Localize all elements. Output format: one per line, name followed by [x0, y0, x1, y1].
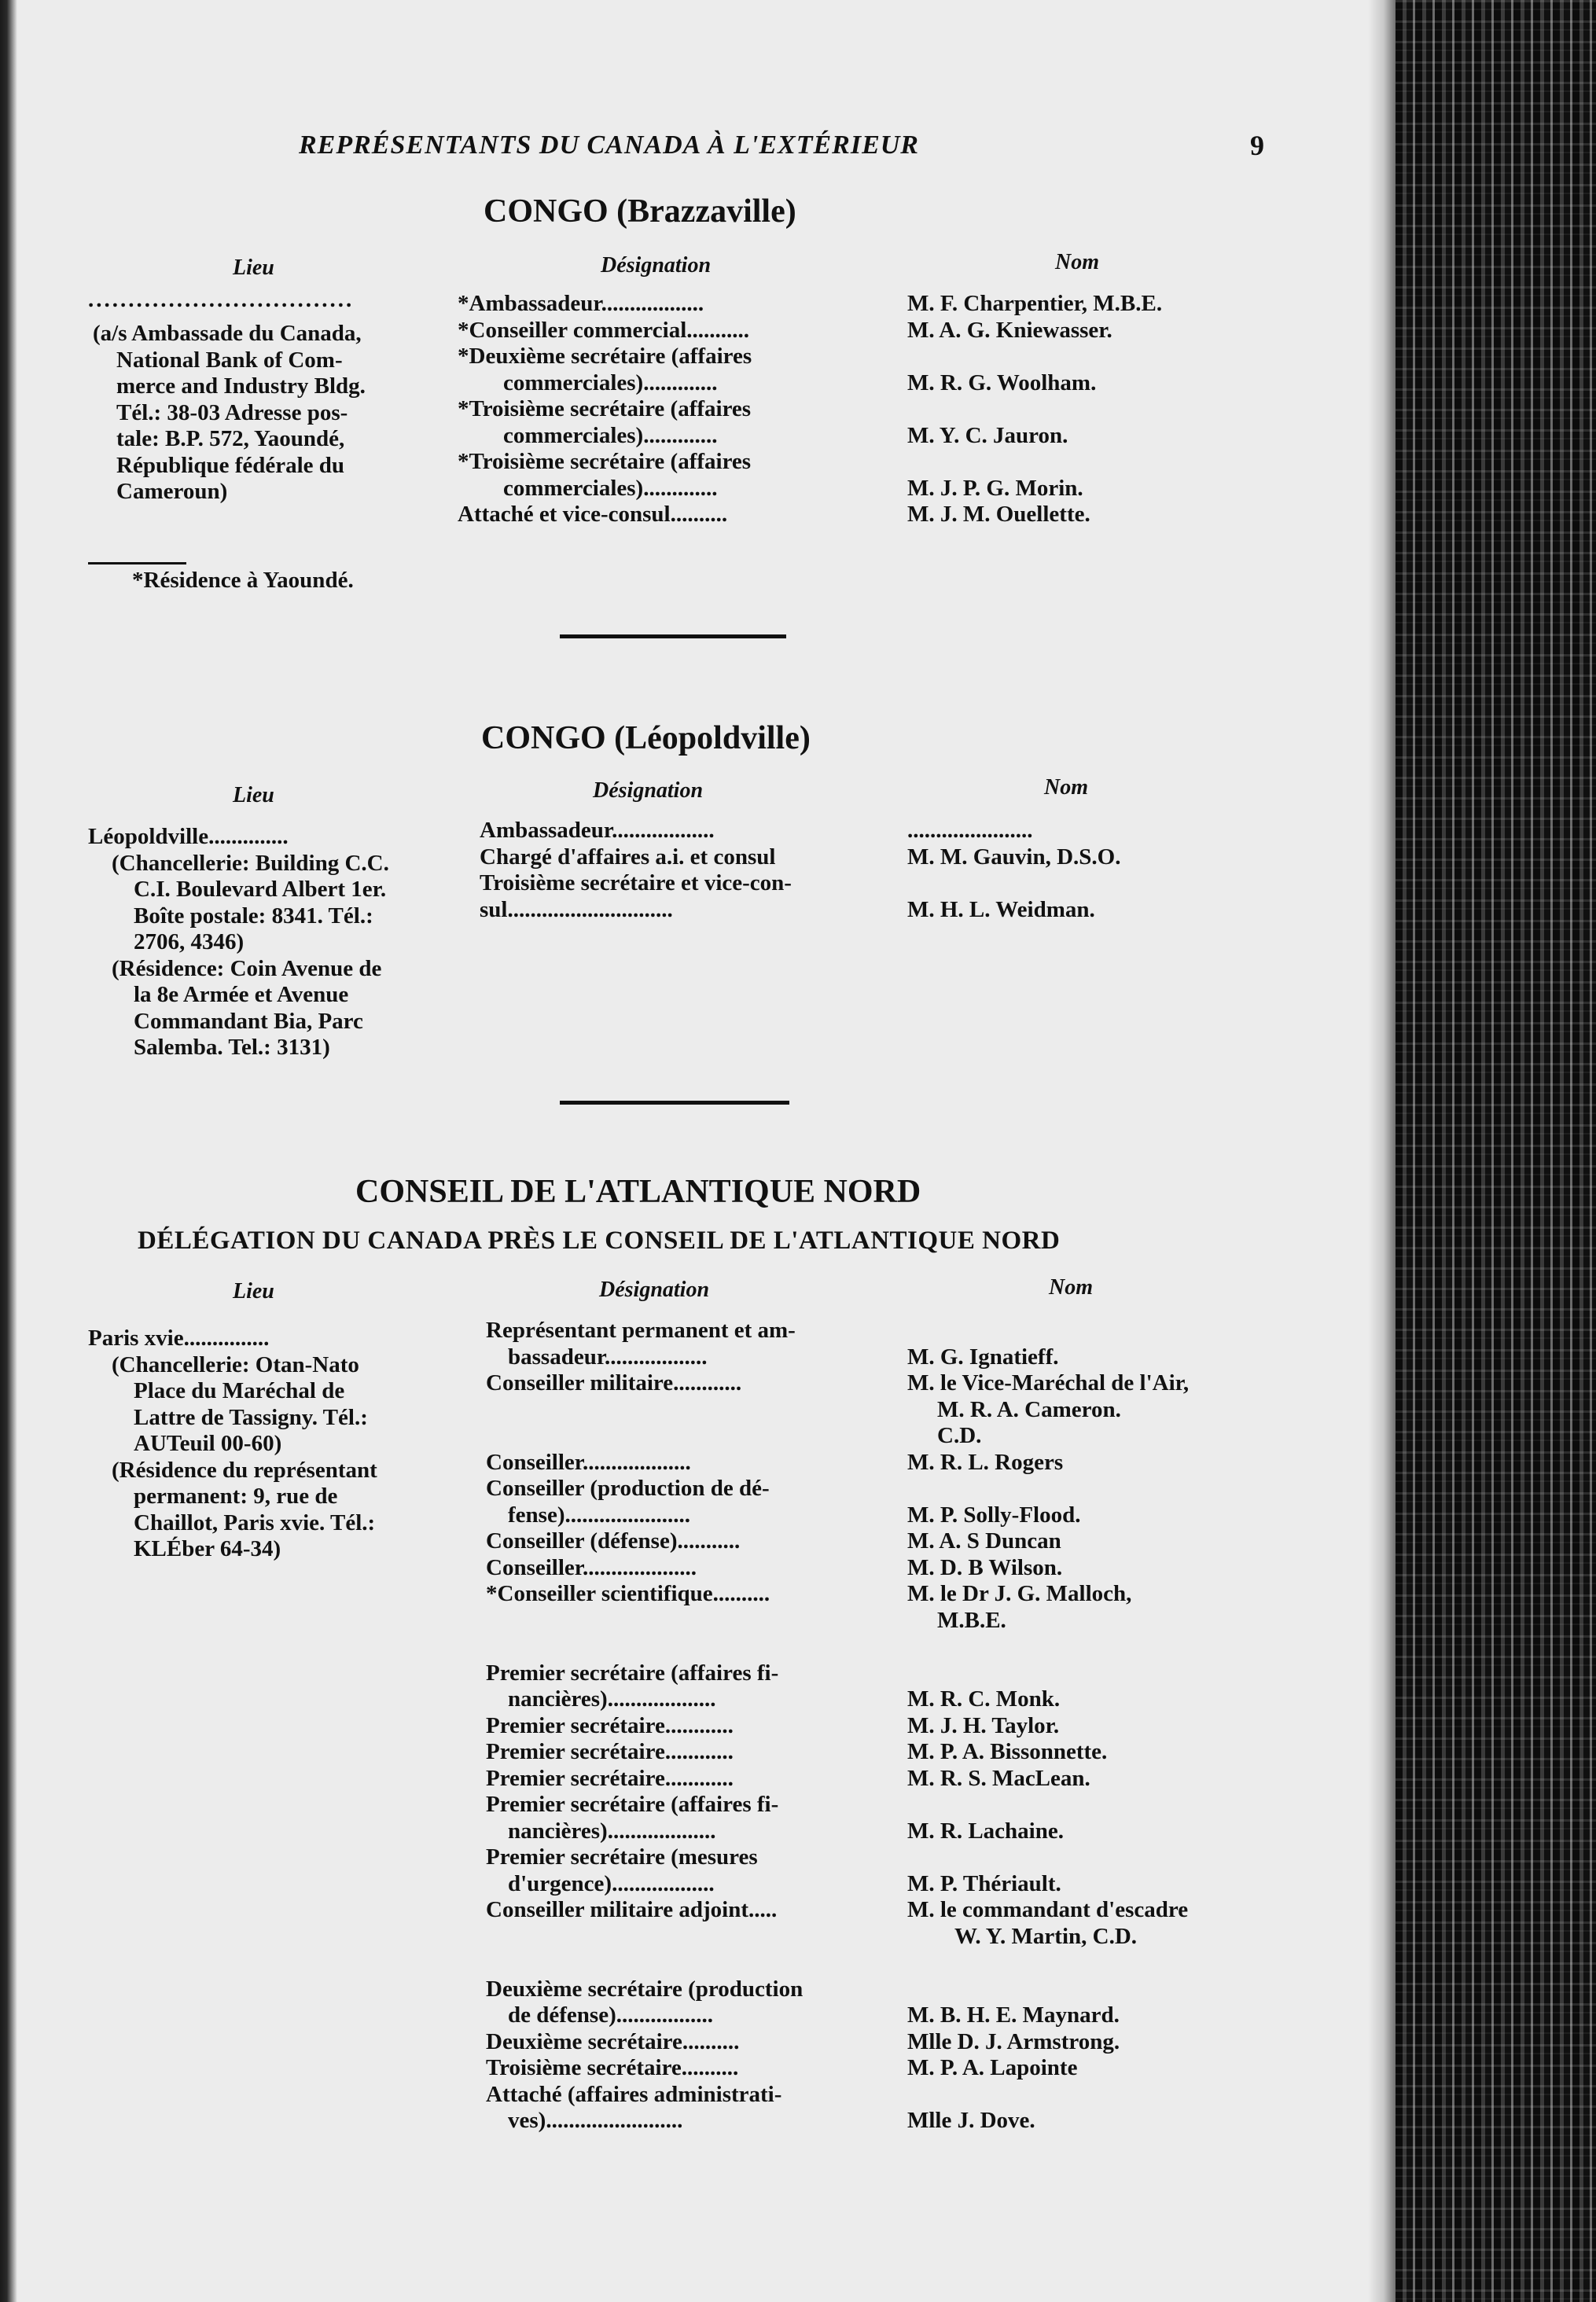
lieu-line: (Résidence: Coin Avenue de — [112, 955, 382, 981]
lieu-line: permanent: 9, rue de — [134, 1484, 338, 1509]
lieu-line: la 8e Armée et Avenue — [134, 982, 349, 1007]
designation-cell: ves)........................ — [508, 2108, 683, 2133]
designation-cell: Deuxième secrétaire (production — [486, 1976, 804, 2002]
nom-cell: M. Y. C. Jauron. — [907, 422, 1068, 448]
section-subtitle-otan: DÉLÉGATION DU CANADA PRÈS LE CONSEIL DE L'ATLANTIQUE NORD — [138, 1226, 1061, 1255]
footnote: *Résidence à Yaoundé. — [132, 568, 354, 593]
designation-cell: *Conseiller scientifique.......... — [486, 1581, 770, 1606]
nom-cell: M. G. Ignatieff. — [907, 1344, 1059, 1370]
lieu-line: Paris xvie............... — [88, 1326, 270, 1351]
designation-cell: Attaché et vice-consul.......... — [458, 502, 728, 527]
nom-cell: C.D. — [937, 1423, 982, 1448]
lieu-line: National Bank of Com- — [116, 347, 343, 373]
designation-cell: *Deuxième secrétaire (affaires — [458, 344, 752, 369]
designation-cell: Conseiller................... — [486, 1449, 691, 1475]
lieu-line: 2706, 4346) — [134, 929, 245, 954]
section-divider-1 — [560, 634, 786, 638]
designation-cell: Conseiller (production de dé- — [486, 1476, 770, 1501]
nom-cell: M. A. G. Kniewasser. — [907, 317, 1112, 343]
designation-cell: Premier secrétaire (affaires fi- — [486, 1660, 779, 1686]
nom-cell: M. P. Thériault. — [907, 1870, 1061, 1896]
designation-cell: Premier secrétaire............ — [486, 1739, 734, 1764]
lieu-line: (a/s Ambassade du Canada, — [93, 321, 362, 346]
designation-cell: nancières)................... — [508, 1818, 716, 1844]
designation-cell: nancières)................... — [508, 1686, 716, 1712]
nom-cell: M. D. B Wilson. — [907, 1554, 1063, 1580]
column-header-nom-3: Nom — [1049, 1275, 1093, 1300]
lieu-line: (Résidence du représentant — [112, 1457, 377, 1483]
binding-shadow — [1368, 0, 1399, 2302]
leopoldville-lieu — [88, 824, 389, 1061]
nom-cell: M. R. A. Cameron. — [937, 1396, 1121, 1422]
page-number: 9 — [1250, 130, 1264, 161]
otan-lieu — [88, 1326, 377, 1563]
nom-cell: M. J. M. Ouellette. — [907, 502, 1090, 527]
nom-cell: Mlle D. J. Armstrong. — [907, 2028, 1120, 2054]
designation-cell: fense)...................... — [508, 1502, 690, 1528]
nom-cell: M. J. H. Taylor. — [907, 1712, 1060, 1738]
designation-cell: *Troisième secrétaire (affaires — [458, 396, 752, 421]
designation-cell: Conseiller.................... — [486, 1554, 697, 1580]
designation-cell: Premier secrétaire............ — [486, 1765, 734, 1791]
column-header-lieu-2: Lieu — [233, 783, 274, 807]
nom-cell: M. P. A. Lapointe — [907, 2055, 1078, 2080]
section-title-brazzaville: CONGO (Brazzaville) — [484, 193, 796, 230]
nom-cell: M. M. Gauvin, D.S.O. — [907, 844, 1121, 870]
nom-cell: M. R. C. Monk. — [907, 1686, 1061, 1712]
section-title-otan: CONSEIL DE L'ATLANTIQUE NORD — [355, 1174, 921, 1210]
lieu-line: (Chancellerie: Building C.C. — [112, 850, 389, 876]
column-header-nom: Nom — [1055, 250, 1099, 274]
designation-cell: Chargé d'affaires a.i. et consul — [480, 844, 776, 870]
nom-cell: M.B.E. — [937, 1607, 1006, 1633]
nom-cell: M. le Vice-Maréchal de l'Air, — [907, 1370, 1190, 1396]
designation-cell: sul............................. — [480, 896, 673, 922]
lieu-leader-dots: ................................. — [88, 287, 355, 312]
nom-cell: M. P. Solly-Flood. — [907, 1502, 1081, 1528]
designation-cell: de défense)................. — [508, 2002, 713, 2028]
column-header-designation-3: Désignation — [599, 1278, 710, 1302]
column-header-designation-2: Désignation — [593, 778, 704, 803]
nom-cell: Mlle J. Dove. — [907, 2108, 1035, 2133]
page-edge — [0, 0, 17, 2302]
nom-cell: M. F. Charpentier, M.B.E. — [907, 291, 1163, 316]
designation-cell: Troisième secrétaire et vice-con- — [480, 870, 792, 895]
lieu-line: Lattre de Tassigny. Tél.: — [134, 1404, 368, 1430]
lieu-line: Léopoldville.............. — [88, 824, 289, 849]
column-header-lieu-3: Lieu — [233, 1279, 274, 1304]
nom-cell: M. le commandant d'escadre — [907, 1897, 1189, 1922]
designation-cell: *Conseiller commercial........... — [458, 317, 750, 343]
lieu-line: Tél.: 38-03 Adresse pos- — [116, 399, 348, 425]
nom-cell: M. R. L. Rogers — [907, 1449, 1064, 1475]
designation-cell: Ambassadeur.................. — [480, 818, 715, 843]
designation-cell: Représentant permanent et am- — [486, 1318, 796, 1343]
designation-cell: Deuxième secrétaire.......... — [486, 2028, 740, 2054]
book-binding — [1396, 0, 1596, 2302]
column-header-lieu: Lieu — [233, 256, 274, 280]
lieu-line: tale: B.P. 572, Yaoundé, — [116, 426, 345, 451]
designation-cell: Premier secrétaire (affaires fi- — [486, 1792, 779, 1817]
brazzaville-lieu — [93, 321, 366, 506]
nom-cell: M. R. S. MacLean. — [907, 1765, 1090, 1791]
running-head: REPRÉSENTANTS DU CANADA À L'EXTÉRIEUR — [299, 131, 919, 160]
nom-cell: M. P. A. Bissonnette. — [907, 1739, 1108, 1764]
designation-cell: Attaché (affaires administrati- — [486, 2081, 782, 2107]
column-header-designation: Désignation — [601, 253, 712, 278]
lieu-line: Chaillot, Paris xvie. Tél.: — [134, 1510, 376, 1535]
nom-cell: M. R. G. Woolham. — [907, 370, 1097, 395]
designation-cell: commerciales)............. — [503, 422, 718, 448]
lieu-line: Salemba. Tel.: 3131) — [134, 1035, 330, 1060]
nom-cell: ...................... — [907, 818, 1033, 843]
designation-cell: Premier secrétaire............ — [486, 1712, 734, 1738]
nom-cell: M. J. P. G. Morin. — [907, 475, 1083, 501]
lieu-line: Cameroun) — [116, 479, 228, 504]
designation-cell: Conseiller militaire............ — [486, 1370, 742, 1396]
designation-cell: commerciales)............. — [503, 475, 718, 501]
designation-cell: Conseiller (défense)........... — [486, 1528, 741, 1554]
nom-cell: M. A. S Duncan — [907, 1528, 1061, 1554]
lieu-line: merce and Industry Bldg. — [116, 373, 366, 399]
lieu-line: République fédérale du — [116, 452, 345, 478]
designation-cell: bassadeur.................. — [508, 1344, 708, 1370]
designation-cell: d'urgence).................. — [508, 1870, 715, 1896]
nom-cell: M. R. Lachaine. — [907, 1818, 1064, 1844]
designation-cell: *Ambassadeur.................. — [458, 291, 704, 316]
designation-cell: Premier secrétaire (mesures — [486, 1844, 758, 1870]
nom-cell: M. le Dr J. G. Malloch, — [907, 1581, 1132, 1606]
nom-cell: M. H. L. Weidman. — [907, 896, 1095, 922]
designation-cell: commerciales)............. — [503, 370, 718, 395]
section-divider-2 — [560, 1101, 789, 1105]
lieu-line: Place du Maréchal de — [134, 1378, 345, 1403]
footnote-rule — [88, 562, 186, 564]
lieu-line: Boîte postale: 8341. Tél.: — [134, 903, 373, 929]
column-header-nom-2: Nom — [1044, 775, 1088, 800]
lieu-line: AUTeuil 00-60) — [134, 1431, 282, 1456]
nom-cell: W. Y. Martin, C.D. — [954, 1923, 1138, 1949]
lieu-line: KLÉber 64-34) — [134, 1536, 281, 1561]
lieu-line: C.I. Boulevard Albert 1er. — [134, 877, 387, 902]
designation-cell: Conseiller militaire adjoint..... — [486, 1897, 778, 1922]
lieu-line: (Chancellerie: Otan-Nato — [112, 1351, 359, 1377]
designation-cell: Troisième secrétaire.......... — [486, 2055, 739, 2080]
section-title-leopoldville: CONGO (Léopoldville) — [481, 720, 811, 756]
lieu-line: Commandant Bia, Parc — [134, 1008, 363, 1034]
designation-cell: *Troisième secrétaire (affaires — [458, 449, 752, 474]
nom-cell: M. B. H. E. Maynard. — [907, 2002, 1120, 2028]
